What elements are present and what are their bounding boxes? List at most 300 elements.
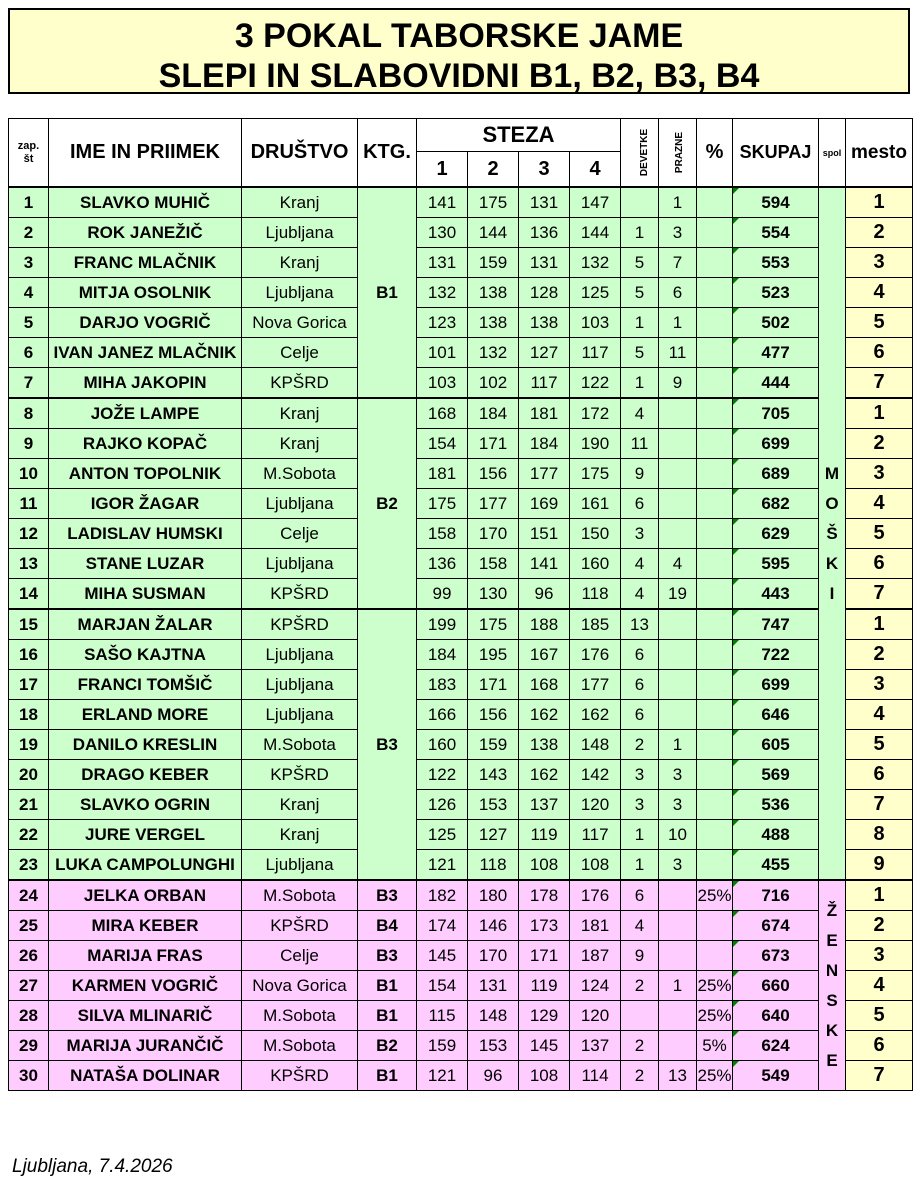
lane-4-score: 162 [570, 700, 621, 730]
percent-value [697, 670, 733, 700]
club-name: Ljubljana [242, 700, 358, 730]
club-name: Nova Gorica [242, 308, 358, 338]
lane-2-score: 159 [468, 730, 519, 760]
prazne-count: 10 [659, 820, 697, 850]
devetke-count: 4 [621, 911, 659, 941]
lane-2-score: 138 [468, 278, 519, 308]
placement: 6 [846, 1031, 913, 1061]
total-score: 553 [733, 248, 819, 278]
lane-1-score: 136 [417, 549, 468, 579]
prazne-count [659, 398, 697, 429]
devetke-count: 2 [621, 1031, 659, 1061]
header-spol: spol [819, 119, 846, 188]
prazne-count: 3 [659, 760, 697, 790]
lane-1-score: 126 [417, 790, 468, 820]
placement: 5 [846, 519, 913, 549]
row-number: 28 [9, 1001, 49, 1031]
club-name: Ljubljana [242, 640, 358, 670]
header-percent: % [697, 119, 733, 188]
lane-1-score: 168 [417, 398, 468, 429]
player-name: MIRA KEBER [49, 911, 242, 941]
placement: 3 [846, 459, 913, 489]
gender-letter: M [824, 463, 840, 483]
lane-1-score: 159 [417, 1031, 468, 1061]
lane-3-score: 108 [519, 1061, 570, 1091]
player-name: MARIJA JURANČIČ [49, 1031, 242, 1061]
lane-1-score: 184 [417, 640, 468, 670]
table-row [9, 459, 913, 489]
prazne-count: 1 [659, 187, 697, 218]
lane-1-score: 199 [417, 609, 468, 640]
percent-value [697, 730, 733, 760]
prazne-count: 1 [659, 730, 697, 760]
club-name: Celje [242, 519, 358, 549]
player-name: SLAVKO OGRIN [49, 790, 242, 820]
lane-4-score: 175 [570, 459, 621, 489]
player-name: IVAN JANEZ MLAČNIK [49, 338, 242, 368]
header-ktg: KTG. [358, 119, 417, 188]
lane-2-score: 127 [468, 820, 519, 850]
lane-2-score: 131 [468, 971, 519, 1001]
lane-1-score: 166 [417, 700, 468, 730]
placement: 3 [846, 248, 913, 278]
total-score: 682 [733, 489, 819, 519]
club-name: KPŠRD [242, 911, 358, 941]
prazne-count: 6 [659, 278, 697, 308]
placement: 9 [846, 850, 913, 881]
lane-1-score: 154 [417, 429, 468, 459]
total-score: 629 [733, 519, 819, 549]
lane-4-score: 176 [570, 880, 621, 911]
row-number: 20 [9, 760, 49, 790]
total-score: 646 [733, 700, 819, 730]
devetke-count: 6 [621, 670, 659, 700]
table-row [9, 820, 913, 850]
lane-3-score: 171 [519, 941, 570, 971]
lane-2-score: 132 [468, 338, 519, 368]
lane-2-score: 153 [468, 1031, 519, 1061]
row-number: 10 [9, 459, 49, 489]
row-number: 14 [9, 579, 49, 610]
gender-letter: Ž [826, 900, 838, 920]
placement: 2 [846, 911, 913, 941]
lane-4-score: 117 [570, 338, 621, 368]
percent-value [697, 489, 733, 519]
player-name: ANTON TOPOLNIK [49, 459, 242, 489]
devetke-count: 1 [621, 368, 659, 399]
row-number: 16 [9, 640, 49, 670]
lane-4-score: 190 [570, 429, 621, 459]
placement: 1 [846, 187, 913, 218]
club-name: KPŠRD [242, 579, 358, 610]
placement: 4 [846, 489, 913, 519]
lane-1-score: 123 [417, 308, 468, 338]
placement: 1 [846, 398, 913, 429]
lane-3-score: 127 [519, 338, 570, 368]
lane-1-score: 130 [417, 218, 468, 248]
header-steza: STEZA [417, 119, 621, 152]
row-number: 26 [9, 941, 49, 971]
row-number: 17 [9, 670, 49, 700]
devetke-count: 2 [621, 730, 659, 760]
prazne-count [659, 459, 697, 489]
lane-3-score: 151 [519, 519, 570, 549]
percent-value [697, 609, 733, 640]
prazne-count: 1 [659, 308, 697, 338]
lane-3-score: 173 [519, 911, 570, 941]
total-score: 673 [733, 941, 819, 971]
lane-1-score: 160 [417, 730, 468, 760]
lane-2-score: 180 [468, 880, 519, 911]
prazne-count: 11 [659, 338, 697, 368]
total-score: 477 [733, 338, 819, 368]
category: B1 [358, 1001, 417, 1031]
club-name: M.Sobota [242, 730, 358, 760]
gender-men [819, 187, 846, 880]
club-name: Ljubljana [242, 850, 358, 881]
player-name: ERLAND MORE [49, 700, 242, 730]
lane-2-score: 195 [468, 640, 519, 670]
row-number: 27 [9, 971, 49, 1001]
lane-4-score: 120 [570, 1001, 621, 1031]
lane-4-score: 103 [570, 308, 621, 338]
lane-2-score: 143 [468, 760, 519, 790]
devetke-count [621, 1001, 659, 1031]
prazne-count [659, 880, 697, 911]
table-row [9, 1061, 913, 1091]
table-row [9, 519, 913, 549]
prazne-count [659, 609, 697, 640]
header-lane-4: 4 [570, 152, 621, 188]
lane-1-score: 99 [417, 579, 468, 610]
percent-value [697, 308, 733, 338]
table-row [9, 308, 913, 338]
percent-value [697, 187, 733, 218]
total-score: 660 [733, 971, 819, 1001]
devetke-count: 4 [621, 549, 659, 579]
total-score: 443 [733, 579, 819, 610]
category: B1 [358, 971, 417, 1001]
placement: 7 [846, 1061, 913, 1091]
lane-3-score: 108 [519, 850, 570, 881]
placement: 7 [846, 790, 913, 820]
header-devetke: DEVETKE [621, 119, 659, 188]
lane-2-score: 175 [468, 609, 519, 640]
devetke-count: 6 [621, 489, 659, 519]
percent-value [697, 429, 733, 459]
gender-letter: K [825, 1020, 839, 1040]
lane-4-score: 108 [570, 850, 621, 881]
page-subtitle: SLEPI IN SLABOVIDNI B1, B2, B3, B4 [158, 57, 760, 95]
lane-3-score: 138 [519, 730, 570, 760]
devetke-count: 3 [621, 790, 659, 820]
devetke-count: 9 [621, 459, 659, 489]
player-name: JOŽE LAMPE [49, 398, 242, 429]
percent-value [697, 941, 733, 971]
lane-1-score: 154 [417, 971, 468, 1001]
lane-2-score: 146 [468, 911, 519, 941]
club-name: KPŠRD [242, 760, 358, 790]
category: B4 [358, 911, 417, 941]
table-row [9, 218, 913, 248]
devetke-count: 1 [621, 218, 659, 248]
total-score: 674 [733, 911, 819, 941]
lane-3-score: 141 [519, 549, 570, 579]
club-name: Ljubljana [242, 218, 358, 248]
table-row [9, 1031, 913, 1061]
placement: 2 [846, 218, 913, 248]
percent-value [697, 218, 733, 248]
total-score: 554 [733, 218, 819, 248]
lane-4-score: 161 [570, 489, 621, 519]
devetke-count: 6 [621, 880, 659, 911]
header-lane-3: 3 [519, 152, 570, 188]
row-number: 19 [9, 730, 49, 760]
total-score: 594 [733, 187, 819, 218]
lane-4-score: 148 [570, 730, 621, 760]
placement: 7 [846, 579, 913, 610]
lane-4-score: 114 [570, 1061, 621, 1091]
total-score: 488 [733, 820, 819, 850]
table-row [9, 760, 913, 790]
prazne-count: 3 [659, 218, 697, 248]
category: B3 [358, 880, 417, 911]
club-name: Kranj [242, 248, 358, 278]
player-name: DANILO KRESLIN [49, 730, 242, 760]
player-name: MARJAN ŽALAR [49, 609, 242, 640]
total-score: 747 [733, 609, 819, 640]
percent-value [697, 338, 733, 368]
lane-2-score: 171 [468, 429, 519, 459]
gender-letter: I [829, 583, 835, 603]
club-name: M.Sobota [242, 1031, 358, 1061]
lane-1-score: 121 [417, 1061, 468, 1091]
lane-4-score: 176 [570, 640, 621, 670]
club-name: Kranj [242, 398, 358, 429]
total-score: 595 [733, 549, 819, 579]
lane-3-score: 178 [519, 880, 570, 911]
lane-2-score: 156 [468, 459, 519, 489]
placement: 6 [846, 760, 913, 790]
lane-4-score: 172 [570, 398, 621, 429]
row-number: 1 [9, 187, 49, 218]
row-number: 22 [9, 820, 49, 850]
devetke-count: 1 [621, 820, 659, 850]
prazne-count [659, 1031, 697, 1061]
lane-4-score: 150 [570, 519, 621, 549]
row-number: 13 [9, 549, 49, 579]
devetke-count: 11 [621, 429, 659, 459]
table-row [9, 700, 913, 730]
devetke-count: 3 [621, 760, 659, 790]
title-box [8, 8, 910, 94]
lane-4-score: 177 [570, 670, 621, 700]
player-name: JELKA ORBAN [49, 880, 242, 911]
lane-3-score: 169 [519, 489, 570, 519]
lane-4-score: 185 [570, 609, 621, 640]
prazne-count [659, 941, 697, 971]
total-score: 624 [733, 1031, 819, 1061]
row-number: 4 [9, 278, 49, 308]
player-name: MIHA JAKOPIN [49, 368, 242, 399]
table-row [9, 640, 913, 670]
total-score: 699 [733, 429, 819, 459]
club-name: Kranj [242, 429, 358, 459]
player-name: KARMEN VOGRIČ [49, 971, 242, 1001]
lane-2-score: 175 [468, 187, 519, 218]
prazne-count: 3 [659, 790, 697, 820]
lane-4-score: 181 [570, 911, 621, 941]
lane-1-score: 181 [417, 459, 468, 489]
devetke-count: 4 [621, 398, 659, 429]
lane-3-score: 137 [519, 790, 570, 820]
lane-3-score: 119 [519, 971, 570, 1001]
devetke-count: 2 [621, 1061, 659, 1091]
placement: 2 [846, 429, 913, 459]
total-score: 722 [733, 640, 819, 670]
prazne-count: 9 [659, 368, 697, 399]
lane-4-score: 187 [570, 941, 621, 971]
player-name: NATAŠA DOLINAR [49, 1061, 242, 1091]
club-name: Kranj [242, 820, 358, 850]
lane-2-score: 138 [468, 308, 519, 338]
lane-1-score: 132 [417, 278, 468, 308]
total-score: 502 [733, 308, 819, 338]
player-name: MITJA OSOLNIK [49, 278, 242, 308]
row-number: 3 [9, 248, 49, 278]
lane-3-score: 119 [519, 820, 570, 850]
placement: 1 [846, 880, 913, 911]
percent-value [697, 368, 733, 399]
placement: 6 [846, 549, 913, 579]
percent-value [697, 278, 733, 308]
percent-value: 5% [697, 1031, 733, 1061]
table-row [9, 429, 913, 459]
prazne-count: 7 [659, 248, 697, 278]
player-name: SLAVKO MUHIČ [49, 187, 242, 218]
club-name: Nova Gorica [242, 971, 358, 1001]
row-number: 25 [9, 911, 49, 941]
percent-value [697, 700, 733, 730]
lane-2-score: 130 [468, 579, 519, 610]
lane-4-score: 132 [570, 248, 621, 278]
lane-2-score: 171 [468, 670, 519, 700]
club-name: KPŠRD [242, 1061, 358, 1091]
percent-value [697, 911, 733, 941]
devetke-count: 1 [621, 850, 659, 881]
table-row [9, 670, 913, 700]
prazne-count [659, 489, 697, 519]
row-number: 21 [9, 790, 49, 820]
total-score: 699 [733, 670, 819, 700]
placement: 5 [846, 308, 913, 338]
club-name: Ljubljana [242, 278, 358, 308]
player-name: ROK JANEŽIČ [49, 218, 242, 248]
lane-3-score: 188 [519, 609, 570, 640]
player-name: JURE VERGEL [49, 820, 242, 850]
lane-3-score: 177 [519, 459, 570, 489]
prazne-count [659, 640, 697, 670]
gender-letter: Š [826, 523, 838, 543]
club-name: M.Sobota [242, 459, 358, 489]
percent-value: 25% [697, 1001, 733, 1031]
row-number: 8 [9, 398, 49, 429]
placement: 5 [846, 730, 913, 760]
lane-3-score: 136 [519, 218, 570, 248]
lane-2-score: 156 [468, 700, 519, 730]
lane-3-score: 145 [519, 1031, 570, 1061]
lane-4-score: 124 [570, 971, 621, 1001]
lane-2-score: 158 [468, 549, 519, 579]
devetke-count: 1 [621, 308, 659, 338]
lane-4-score: 147 [570, 187, 621, 218]
table-row [9, 398, 913, 429]
lane-2-score: 148 [468, 1001, 519, 1031]
percent-value [697, 820, 733, 850]
row-number: 23 [9, 850, 49, 881]
lane-3-score: 162 [519, 700, 570, 730]
lane-1-score: 131 [417, 248, 468, 278]
lane-1-score: 101 [417, 338, 468, 368]
lane-1-score: 145 [417, 941, 468, 971]
percent-value [697, 398, 733, 429]
row-number: 15 [9, 609, 49, 640]
row-number: 11 [9, 489, 49, 519]
lane-2-score: 153 [468, 790, 519, 820]
lane-4-score: 122 [570, 368, 621, 399]
devetke-count: 5 [621, 338, 659, 368]
lane-3-score: 162 [519, 760, 570, 790]
lane-4-score: 137 [570, 1031, 621, 1061]
gender-letter: E [826, 1050, 838, 1070]
header-skupaj: SKUPAJ [733, 119, 819, 188]
devetke-count: 6 [621, 640, 659, 670]
table-row [9, 579, 913, 610]
total-score: 569 [733, 760, 819, 790]
placement: 4 [846, 278, 913, 308]
club-name: M.Sobota [242, 1001, 358, 1031]
devetke-count: 9 [621, 941, 659, 971]
percent-value: 25% [697, 971, 733, 1001]
total-score: 716 [733, 880, 819, 911]
total-score: 689 [733, 459, 819, 489]
table-row [9, 368, 913, 399]
placement: 4 [846, 971, 913, 1001]
percent-value [697, 459, 733, 489]
total-score: 705 [733, 398, 819, 429]
player-name: FRANC MLAČNIK [49, 248, 242, 278]
prazne-count: 4 [659, 549, 697, 579]
percent-value: 25% [697, 1061, 733, 1091]
player-name: IGOR ŽAGAR [49, 489, 242, 519]
lane-1-score: 175 [417, 489, 468, 519]
header-mesto: mesto [846, 119, 913, 188]
lane-3-score: 117 [519, 368, 570, 399]
percent-value [697, 790, 733, 820]
prazne-count [659, 911, 697, 941]
player-name: RAJKO KOPAČ [49, 429, 242, 459]
row-number: 29 [9, 1031, 49, 1061]
gender-letter: S [826, 990, 838, 1010]
club-name: M.Sobota [242, 880, 358, 911]
row-number: 18 [9, 700, 49, 730]
table-row [9, 850, 913, 881]
prazne-count [659, 1001, 697, 1031]
lane-1-score: 122 [417, 760, 468, 790]
table-row [9, 489, 913, 519]
club-name: Celje [242, 338, 358, 368]
total-score: 640 [733, 1001, 819, 1031]
